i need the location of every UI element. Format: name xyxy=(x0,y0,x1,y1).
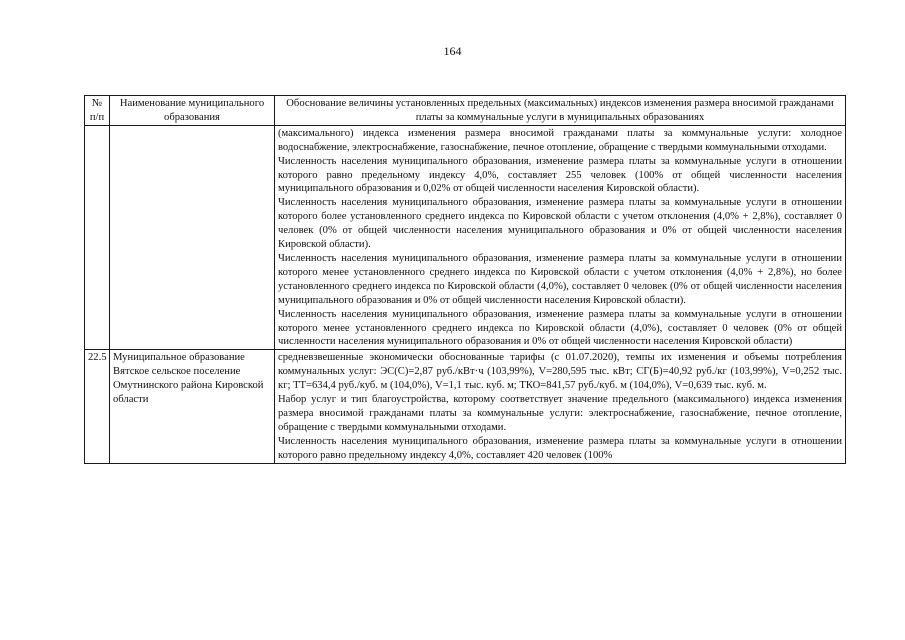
indices-table xyxy=(84,95,846,464)
table-row xyxy=(85,125,846,350)
header-num: № п/п xyxy=(85,96,110,126)
row1-paragraph: Численность населения муниципального образования, изменение размера платы за коммунальные услуги в отношении которого менее установленного среднего индекса по Кировской области с учетом отклонения (4,0% + 2,8%), но более установленного среднего индекса по Кировской области (4,0%), составляет 0 человек (0% от общей численности населения муниципального образования и 0% от общей численности населения Кировской области). xyxy=(278,252,842,306)
table-row xyxy=(85,350,846,463)
row1-name xyxy=(110,125,275,350)
row2-description xyxy=(275,350,846,463)
row2-num: 22.5 xyxy=(85,350,110,463)
row2-paragraph: Численность населения муниципального образования, изменение размера платы за коммунальные услуги в отношении которого равно предельному индексу 4,0%, составляет 420 человек (100% xyxy=(278,435,842,461)
row1-paragraph: Численность населения муниципального образования, изменение размера платы за коммунальные услуги в отношении которого менее установленного среднего индекса по Кировской области (4,0%), составляет 0 человек (0% от общей численности населения муниципального образования и 0% от общей численности населения Кировской области) xyxy=(278,308,842,348)
row1-num xyxy=(85,125,110,350)
row2-name: Муниципальное образование Вятское сельское поселение Омутнинского района Кировской области xyxy=(110,350,275,463)
header-name: Наименование муниципального образования xyxy=(110,96,275,126)
row2-paragraph: средневзвешенные экономически обоснованные тарифы (с 01.07.2020), темпы их изменения и объемы потребления коммунальных услуг: ЭС(С)=2,87 руб./кВт·ч (103,99%), V=280,595 тыс. кВт; СГ(Б)=40,92 руб./кг (103,99%), V=0,252 тыс. кг; ТТ=634,4 руб./куб. м (104,0%), V=1,1 тыс. куб. м; ТКО=841,57 руб./куб. м (104,0%), V=0,639 тыс. куб. м. xyxy=(278,352,842,392)
row1-paragraph: Численность населения муниципального образования, изменение размера платы за коммунальные услуги в отношении которого равно предельному индексу 4,0%, составляет 255 человек (100% от общей численности населения муниципального образования и 0,02% от общей численности населения Кировской области). xyxy=(278,155,842,195)
row1-description xyxy=(275,125,846,350)
row1-paragraph: (максимального) индекса изменения размера вносимой гражданами платы за коммунальные услуги: холодное водоснабжение, электроснабжение, газоснабжение, печное отопление, обращение с твердыми коммунальными отходами. xyxy=(278,127,842,153)
row1-paragraph: Численность населения муниципального образования, изменение размера платы за коммунальные услуги в отношении которого более установленного среднего индекса по Кировской области с учетом отклонения (4,0% + 2,8%), составляет 0 человек (0% от общей численности населения муниципального образования и 0% от общей численности населения Кировской области). xyxy=(278,197,842,251)
table-header-row xyxy=(85,96,846,126)
header-desc: Обоснование величины установленных предельных (максимальных) индексов изменения размера вносимой гражданами платы за коммунальные услуги в муниципальных образованиях xyxy=(275,96,846,126)
page-number: 164 xyxy=(443,44,462,58)
row2-paragraph: Набор услуг и тип благоустройства, которому соответствует значение предельного (максимального) индекса изменения размера вносимой гражданами платы за коммунальные услуги: электроснабжение, газоснабжение, печное отопление, обращение с твердыми коммунальными отходами. xyxy=(278,394,842,433)
